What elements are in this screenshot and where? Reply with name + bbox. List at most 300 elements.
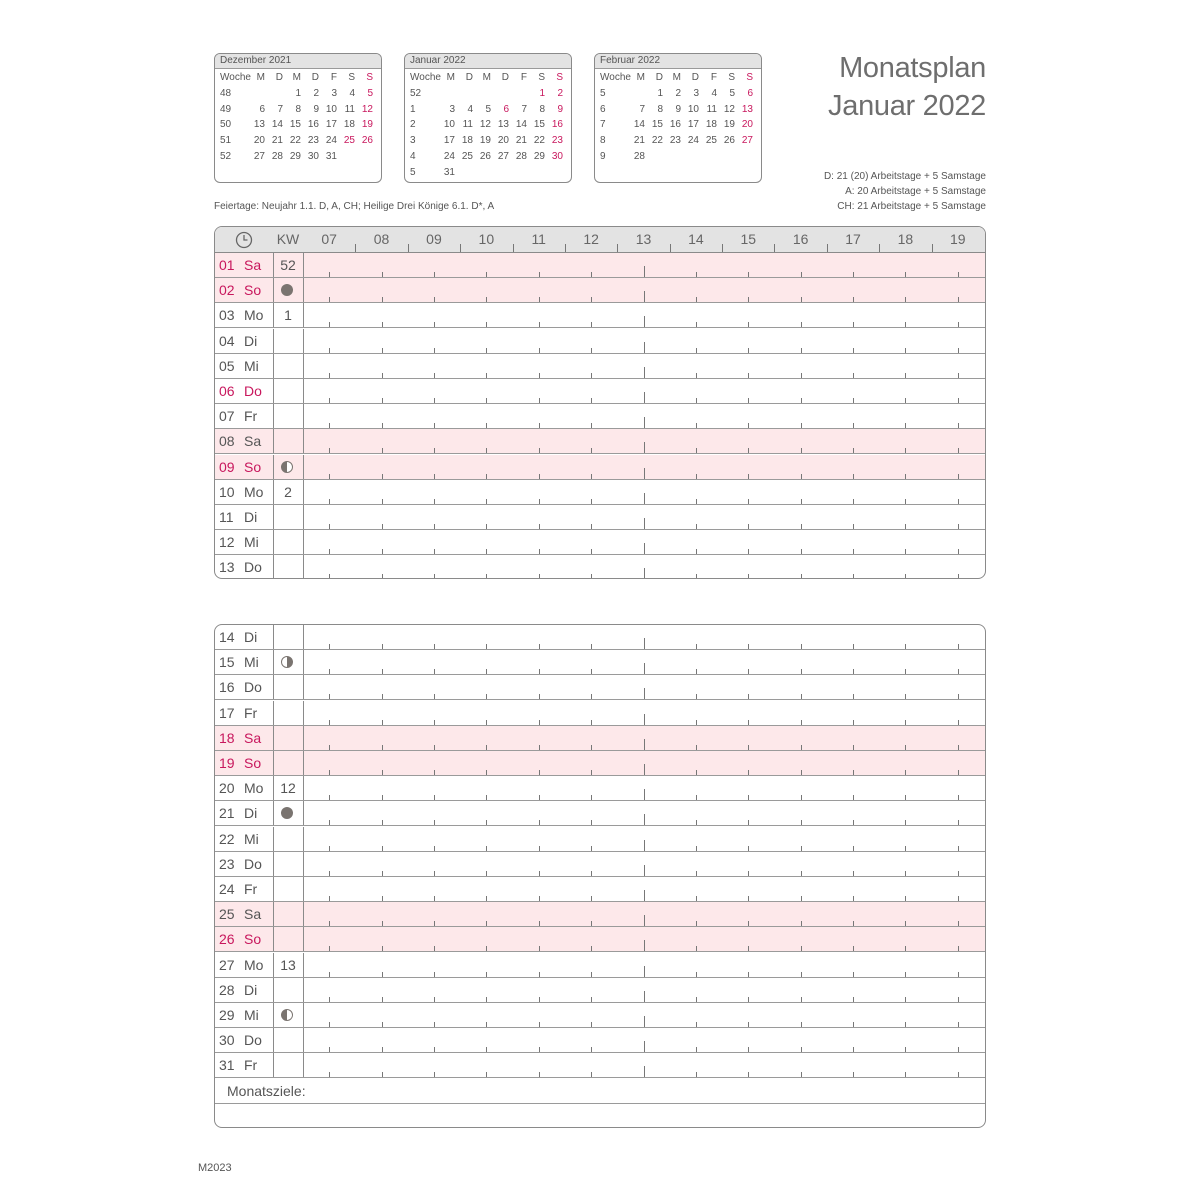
mini-calendar-weekday: S — [366, 72, 373, 83]
day-row[interactable] — [215, 927, 985, 952]
day-row[interactable] — [215, 329, 985, 354]
hour-tick — [958, 820, 959, 825]
mini-calendar-week-number: 5 — [600, 88, 606, 99]
hour-tick — [591, 795, 592, 800]
hour-tick — [905, 448, 906, 453]
mini-calendar-day: 11 — [344, 103, 355, 115]
mini-calendar-header-row — [595, 70, 761, 85]
mini-calendar-day: 13 — [741, 103, 753, 115]
hour-tick — [801, 846, 802, 851]
mini-calendar-day: 16 — [551, 119, 563, 131]
hour-tick — [748, 921, 749, 926]
hour-tick — [748, 694, 749, 699]
hour-tick — [958, 896, 959, 901]
hour-tick — [696, 946, 697, 951]
column-divider — [273, 329, 274, 353]
hour-tick — [644, 493, 645, 504]
mini-calendar-day: 18 — [343, 119, 355, 131]
hour-tick — [382, 846, 383, 851]
day-name: Di — [244, 805, 258, 822]
hour-header: 17 — [845, 231, 861, 247]
day-row[interactable] — [215, 1003, 985, 1028]
mini-calendar-day: 24 — [443, 150, 455, 162]
mini-calendar-january — [404, 53, 572, 183]
hour-tick — [644, 568, 645, 579]
hour-tick — [748, 997, 749, 1002]
hour-tick — [486, 1047, 487, 1052]
mini-calendar-week-number: 1 — [410, 103, 416, 115]
day-row[interactable] — [215, 978, 985, 1003]
column-divider — [303, 726, 304, 750]
hour-tick — [748, 972, 749, 977]
hour-tick — [329, 272, 330, 277]
hour-tick — [696, 373, 697, 378]
hour-tick — [382, 272, 383, 277]
day-name: So — [244, 282, 262, 299]
new-moon-icon — [281, 807, 293, 819]
day-name: Sa — [244, 257, 262, 273]
hour-header: 13 — [635, 231, 652, 247]
hour-tick — [382, 921, 383, 926]
hour-tick — [853, 499, 854, 504]
hour-tick — [434, 921, 435, 926]
hour-tick — [748, 574, 749, 579]
hour-tick — [591, 398, 592, 403]
day-number: 15 — [219, 654, 235, 671]
hour-tick — [382, 720, 383, 725]
hour-tick — [853, 997, 854, 1002]
day-row[interactable] — [215, 650, 985, 675]
mini-calendar-day: 25 — [343, 135, 355, 147]
hour-tick — [486, 770, 487, 775]
hour-tick — [853, 474, 854, 479]
hour-tick — [853, 549, 854, 554]
hour-tick — [905, 549, 906, 554]
stat-germany: D: 21 (20) Arbeitstage + 5 Samstage — [823, 171, 986, 182]
hour-tick — [905, 644, 906, 649]
hour-tick — [591, 474, 592, 479]
hour-tick — [486, 946, 487, 951]
hour-tick — [905, 499, 906, 504]
monthly-goals[interactable] — [215, 1079, 985, 1128]
day-name: Do — [244, 559, 262, 576]
mini-calendar-day: 2 — [557, 88, 563, 99]
hour-tick — [696, 1072, 697, 1077]
hour-tick — [486, 644, 487, 649]
day-row[interactable] — [215, 404, 985, 429]
mini-calendar-header-row — [405, 70, 571, 85]
hour-tick — [801, 398, 802, 403]
hour-header-divider — [670, 244, 671, 252]
mini-calendar-weekday: M — [636, 72, 645, 83]
hour-tick — [905, 820, 906, 825]
hour-tick — [853, 694, 854, 699]
hour-tick — [696, 549, 697, 554]
hour-tick — [644, 392, 645, 403]
hour-tick — [329, 1022, 330, 1027]
hour-header: 15 — [740, 231, 757, 247]
day-row[interactable] — [215, 505, 985, 530]
hour-tick — [696, 720, 697, 725]
hour-tick — [434, 1072, 435, 1077]
mini-calendar-week-row — [595, 117, 761, 132]
hour-tick — [905, 1022, 906, 1027]
hour-tick — [329, 348, 330, 353]
hour-tick — [905, 946, 906, 951]
hour-tick — [801, 770, 802, 775]
hour-tick — [958, 398, 959, 403]
hour-tick — [539, 694, 540, 699]
day-row[interactable] — [215, 801, 985, 826]
hour-tick — [958, 972, 959, 977]
hour-tick — [591, 448, 592, 453]
hour-tick — [853, 524, 854, 529]
hour-tick — [696, 297, 697, 302]
day-name: Mi — [244, 534, 259, 551]
hour-header: 12 — [583, 231, 599, 247]
mini-calendar-week-number: 8 — [600, 135, 606, 147]
hour-tick — [644, 688, 645, 699]
day-row[interactable] — [215, 1053, 985, 1078]
day-row[interactable] — [215, 455, 985, 480]
hour-tick — [539, 448, 540, 453]
day-number: 21 — [219, 805, 235, 822]
day-row[interactable] — [215, 530, 985, 555]
mini-calendar-day: 13 — [497, 119, 509, 131]
day-row[interactable] — [215, 751, 985, 776]
day-row[interactable] — [215, 303, 985, 328]
hour-tick — [539, 644, 540, 649]
day-row[interactable] — [215, 354, 985, 379]
hour-tick — [434, 997, 435, 1002]
hour-tick — [329, 549, 330, 554]
clock-icon — [215, 227, 273, 252]
mini-calendar-day: 10 — [443, 119, 455, 131]
day-name: Mo — [244, 956, 264, 973]
mini-calendar-day: 13 — [253, 119, 265, 131]
column-divider — [273, 379, 274, 403]
column-divider — [273, 480, 274, 504]
hour-tick — [905, 694, 906, 699]
day-row[interactable] — [215, 429, 985, 454]
mini-calendar-week-row — [405, 165, 571, 180]
hour-tick — [329, 820, 330, 825]
mini-calendar-week-number: 51 — [220, 135, 232, 147]
week-number: 1 — [284, 307, 292, 324]
day-name: Mi — [244, 357, 259, 374]
hour-tick — [539, 574, 540, 579]
mini-calendar-day: 3 — [331, 88, 337, 99]
mini-calendar-day: 3 — [449, 103, 455, 115]
mini-calendar-day: 30 — [551, 150, 563, 162]
hour-tick — [382, 770, 383, 775]
day-row[interactable] — [215, 852, 985, 877]
day-row[interactable] — [215, 253, 985, 278]
hour-tick — [905, 745, 906, 750]
mini-calendar-day: 6 — [503, 103, 509, 115]
day-name: Do — [244, 383, 262, 399]
hour-tick — [382, 644, 383, 649]
hour-tick — [591, 896, 592, 901]
column-divider — [273, 1053, 274, 1077]
column-divider — [273, 1003, 274, 1027]
mini-calendar-weekday: M — [482, 72, 491, 83]
hour-tick — [696, 997, 697, 1002]
day-row[interactable] — [215, 555, 985, 579]
hour-tick — [748, 348, 749, 353]
planner-table-top — [214, 226, 986, 579]
hour-tick — [486, 871, 487, 876]
hour-tick — [748, 373, 749, 378]
mini-calendar-day: 23 — [307, 135, 319, 147]
mini-calendar-day: 16 — [307, 119, 319, 131]
hour-tick — [748, 946, 749, 951]
mini-calendar-day: 12 — [479, 119, 491, 131]
hour-tick — [958, 524, 959, 529]
hour-tick — [644, 840, 645, 851]
hour-tick — [748, 846, 749, 851]
day-number: 20 — [219, 780, 235, 797]
mini-calendar-day: 1 — [657, 88, 663, 99]
mini-calendar-day: 8 — [657, 103, 663, 115]
mini-calendar-weekday: Woche — [410, 72, 441, 83]
hour-header-divider — [774, 244, 775, 252]
hour-tick — [382, 398, 383, 403]
mini-calendar-day: 16 — [669, 119, 681, 131]
day-row[interactable] — [215, 480, 985, 505]
hour-tick — [644, 518, 645, 529]
hour-tick — [905, 348, 906, 353]
hour-tick — [591, 549, 592, 554]
hour-tick — [329, 946, 330, 951]
day-number: 04 — [219, 332, 235, 349]
hour-tick — [382, 820, 383, 825]
day-row[interactable] — [215, 827, 985, 852]
hour-tick — [958, 669, 959, 674]
stat-switzerland: CH: 21 Arbeitstage + 5 Samstage — [837, 201, 986, 212]
day-row[interactable] — [215, 726, 985, 751]
mini-calendar-day: 21 — [633, 135, 645, 147]
column-divider — [273, 726, 274, 750]
hour-tick — [329, 871, 330, 876]
hour-tick — [853, 448, 854, 453]
hour-tick — [801, 694, 802, 699]
last-quarter-moon-icon — [281, 461, 293, 473]
day-number: 01 — [219, 257, 235, 273]
mini-calendar-day: 10 — [325, 103, 337, 115]
hour-tick — [434, 795, 435, 800]
hour-tick — [696, 1047, 697, 1052]
hour-tick — [486, 820, 487, 825]
hour-header: 10 — [478, 231, 495, 247]
column-divider — [273, 253, 274, 277]
hour-tick — [905, 574, 906, 579]
mini-calendar-day: 31 — [443, 166, 455, 178]
day-row[interactable] — [215, 701, 985, 726]
day-row[interactable] — [215, 625, 985, 650]
hour-tick — [539, 549, 540, 554]
hour-tick — [696, 524, 697, 529]
hour-tick — [434, 297, 435, 302]
day-name: So — [244, 931, 262, 948]
mini-calendar-day: 17 — [443, 135, 455, 147]
hour-tick — [696, 921, 697, 926]
hour-tick — [748, 745, 749, 750]
day-row[interactable] — [215, 379, 985, 404]
hour-tick — [644, 468, 645, 479]
goals-writing-line — [215, 1103, 985, 1104]
mini-calendar-day: 15 — [651, 119, 663, 131]
day-row[interactable] — [215, 776, 985, 801]
hour-tick — [539, 1072, 540, 1077]
hour-tick — [644, 739, 645, 750]
mini-calendar-weekday: M — [446, 72, 455, 83]
column-divider — [273, 751, 274, 775]
column-divider — [303, 329, 304, 353]
hour-tick — [801, 272, 802, 277]
hour-tick — [434, 871, 435, 876]
mini-calendar-day: 8 — [295, 103, 301, 115]
hour-tick — [486, 921, 487, 926]
hour-tick — [748, 549, 749, 554]
hour-tick — [591, 1022, 592, 1027]
day-row[interactable] — [215, 675, 985, 700]
hour-tick — [434, 1047, 435, 1052]
hour-tick — [801, 745, 802, 750]
day-row[interactable] — [215, 278, 985, 303]
hour-tick — [329, 694, 330, 699]
mini-calendar-day: 27 — [497, 150, 509, 162]
mini-calendar-week-number: 7 — [600, 119, 606, 131]
hour-tick — [434, 574, 435, 579]
column-divider — [303, 776, 304, 800]
hour-tick — [905, 896, 906, 901]
mini-calendar-day: 8 — [539, 103, 545, 115]
day-row[interactable] — [215, 902, 985, 927]
mini-calendar-day: 26 — [479, 150, 491, 162]
hour-tick — [905, 524, 906, 529]
hour-tick — [434, 1022, 435, 1027]
holidays-note: Feiertage: Neujahr 1.1. D, A, CH; Heilige Drei Könige 6.1. D*, A — [214, 201, 495, 212]
mini-calendar-week-row — [215, 133, 381, 148]
mini-calendar-day: 31 — [325, 150, 337, 162]
hour-tick — [329, 997, 330, 1002]
mini-calendar-day: 28 — [271, 150, 283, 162]
column-divider — [303, 650, 304, 674]
hour-header: 19 — [950, 231, 966, 247]
hour-tick — [853, 1047, 854, 1052]
hour-tick — [329, 322, 330, 327]
hour-tick — [539, 524, 540, 529]
day-number: 14 — [219, 629, 235, 645]
hour-tick — [748, 448, 749, 453]
column-divider — [273, 303, 274, 327]
hour-header: 14 — [688, 231, 704, 247]
hour-tick — [591, 745, 592, 750]
day-number: 23 — [219, 855, 235, 872]
hour-tick — [853, 348, 854, 353]
hour-tick — [853, 322, 854, 327]
hour-tick — [853, 1072, 854, 1077]
mini-calendar-day: 24 — [687, 135, 699, 147]
hour-tick — [853, 669, 854, 674]
day-name: Sa — [244, 906, 262, 923]
hour-tick — [539, 720, 540, 725]
hour-tick — [539, 795, 540, 800]
hour-tick — [696, 644, 697, 649]
hour-tick — [905, 997, 906, 1002]
hour-tick — [748, 474, 749, 479]
hour-tick — [905, 871, 906, 876]
hour-tick — [958, 997, 959, 1002]
day-name: Sa — [244, 729, 262, 746]
mini-calendar-day: 20 — [741, 119, 753, 131]
column-divider — [273, 801, 274, 825]
day-row[interactable] — [215, 953, 985, 978]
hour-tick — [905, 272, 906, 277]
hour-tick — [801, 549, 802, 554]
mini-calendar-week-row — [215, 102, 381, 117]
hour-tick — [591, 946, 592, 951]
mini-calendar-day: 6 — [747, 88, 753, 99]
mini-calendar-day: 10 — [687, 103, 699, 115]
day-name: Mo — [244, 780, 264, 797]
day-name: So — [244, 755, 262, 771]
hour-tick — [644, 1066, 645, 1077]
day-row[interactable] — [215, 877, 985, 902]
mini-calendar-week-row — [405, 86, 571, 101]
day-row[interactable] — [215, 1028, 985, 1053]
hour-tick — [801, 474, 802, 479]
hour-tick — [486, 322, 487, 327]
mini-calendar-weekday: M — [292, 72, 301, 83]
hour-tick — [801, 1022, 802, 1027]
day-name: Do — [244, 855, 262, 872]
mini-calendar-day: 28 — [515, 150, 527, 162]
mini-calendar-week-number: 48 — [220, 88, 232, 99]
hour-tick — [486, 997, 487, 1002]
hour-header: 09 — [426, 231, 442, 247]
mini-calendar-weekday: D — [501, 72, 509, 83]
hour-tick — [591, 322, 592, 327]
day-name: Fr — [244, 1057, 258, 1074]
hour-tick — [644, 1016, 645, 1027]
mini-calendar-day: 20 — [497, 135, 509, 147]
hour-tick — [382, 972, 383, 977]
hour-tick — [329, 896, 330, 901]
hour-tick — [591, 373, 592, 378]
hour-tick — [382, 745, 383, 750]
hour-tick — [382, 871, 383, 876]
hour-tick — [696, 871, 697, 876]
column-divider — [303, 555, 304, 579]
column-divider — [303, 379, 304, 403]
mini-calendar-day: 2 — [675, 88, 681, 99]
hour-tick — [644, 991, 645, 1002]
day-number: 07 — [219, 408, 235, 425]
mini-calendar-title: Dezember 2021 — [215, 54, 381, 69]
hour-tick — [748, 720, 749, 725]
hour-tick — [853, 820, 854, 825]
hour-header: 08 — [373, 231, 390, 247]
hour-tick — [905, 720, 906, 725]
hour-tick — [958, 297, 959, 302]
hour-tick — [329, 972, 330, 977]
hour-tick — [486, 474, 487, 479]
hour-tick — [748, 770, 749, 775]
hour-tick — [853, 770, 854, 775]
hour-tick — [801, 644, 802, 649]
